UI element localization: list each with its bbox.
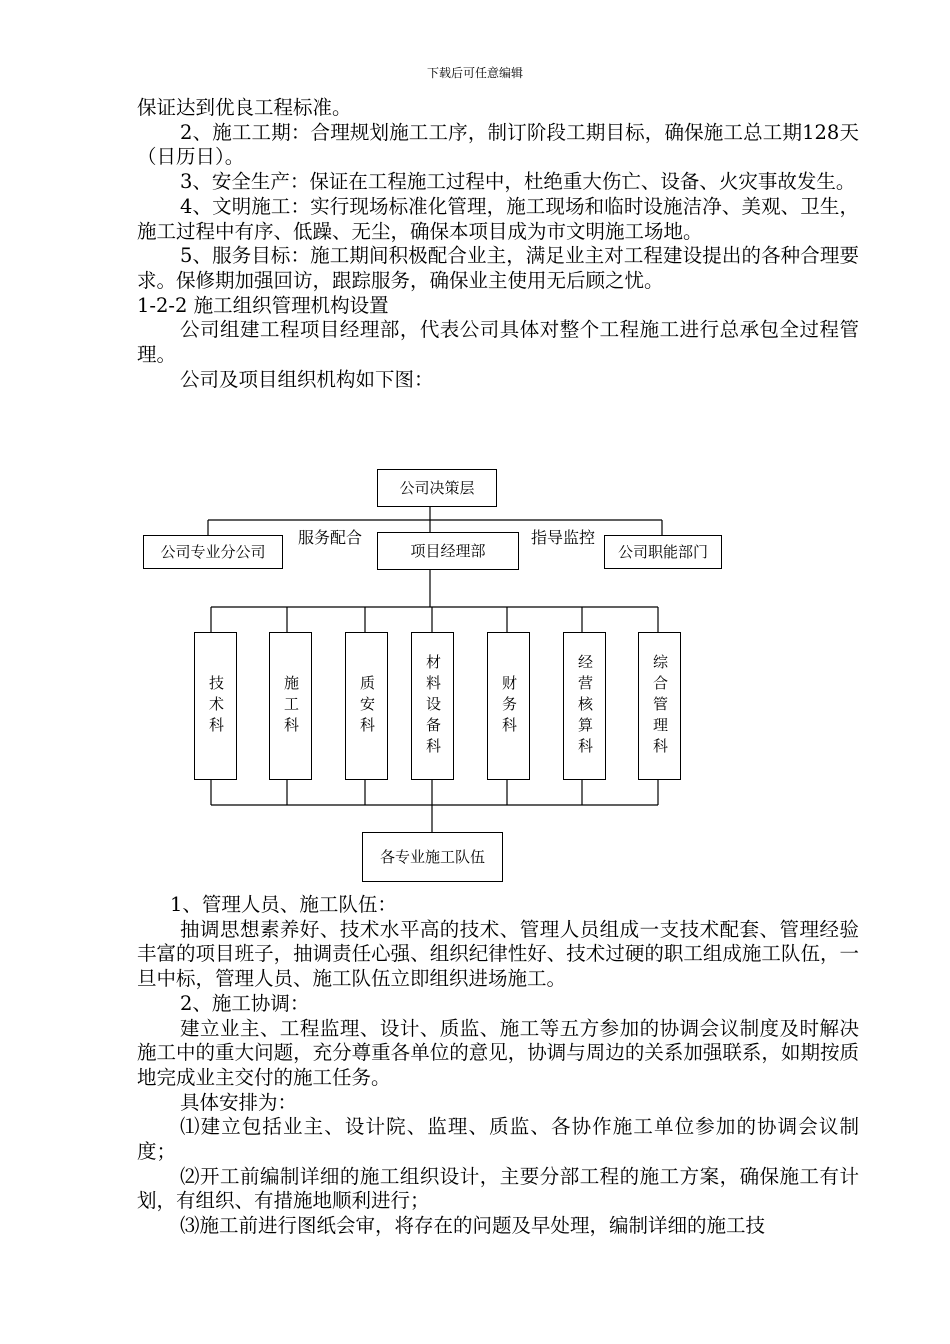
paragraph: ⑴建立包括业主、设计院、监理、质监、各协作施工单位参加的协调会议制度； (137, 1115, 859, 1164)
paragraph: ⑶施工前进行图纸会审，将存在的问题及早处理，编制详细的施工技 (180, 1214, 766, 1238)
bottom-text-block (137, 893, 859, 1239)
org-dept-node: 施工科 (269, 632, 312, 780)
org-link-label-left: 服务配合 (298, 528, 363, 547)
paragraph: 建立业主、工程监理、设计、质监、施工等五方参加的协调会议制度及时解决施工中的重大问题，充分尊重各单位的意见，协调与周边的关系加强联系，如期按质地完成业主交付的施工任务。 (137, 1016, 859, 1089)
paragraph: 1、管理人员、施工队伍： (170, 893, 397, 916)
org-dept-node: 综合管理科 (638, 632, 681, 780)
org-node-center: 项目经理部 (377, 532, 519, 570)
org-dept-node: 财务科 (487, 632, 530, 780)
org-dept-node: 经营核算科 (563, 632, 606, 780)
page-header: 下载后可任意编辑 (426, 66, 523, 80)
org-dept-node: 技术科 (194, 632, 237, 780)
org-node-bottom: 各专业施工队伍 (362, 832, 503, 882)
paragraph: 5、服务目标：施工期间积极配合业主，满足业主对工程建设提出的各种合理要求。保修期加强回访，跟踪服务，确保业主使用无后顾之忧。 (137, 244, 859, 292)
org-link-label-right: 指导监控 (531, 528, 596, 547)
paragraph: 保证达到优良工程标准。 (137, 96, 352, 119)
paragraph: ⑵开工前编制详细的施工组织设计，主要分部工程的施工方案，确保施工有计划，有组织、有措施地顺利进行； (137, 1164, 859, 1213)
org-node-top: 公司决策层 (377, 469, 497, 507)
paragraph: 抽调思想素养好、技术水平高的技术、管理人员组成一支技术配套、管理经验丰富的项目班子，抽调责任心强、组织纪律性好、技术过硬的职工组成施工队伍，一旦中标，管理人员、施工队伍立即组织进场施工。 (137, 917, 859, 991)
org-node-left: 公司专业分公司 (143, 535, 283, 569)
section-heading: 1-2-2 施工组织管理机构设置 (137, 293, 389, 317)
paragraph: 2、施工工期：合理规划施工工序，制订阶段工期目标，确保施工总工期128天（日历日）。 (137, 120, 859, 169)
paragraph: 4、文明施工：实行现场标准化管理，施工现场和临时设施洁净、美观、卫生，施工过程中有序、低躁、无尘，确保本项目成为市文明施工场地。 (137, 194, 859, 243)
paragraph: 公司组建工程项目经理部，代表公司具体对整个工程施工进行总承包全过程管理。 (137, 318, 859, 367)
org-node-right: 公司职能部门 (604, 535, 722, 569)
org-dept-node: 材料设备科 (411, 632, 454, 780)
paragraph: 2、施工协调： (180, 991, 310, 1015)
org-dept-node: 质安科 (345, 632, 388, 780)
paragraph: 具体安排为： (180, 1090, 298, 1114)
paragraph: 3、安全生产：保证在工程施工过程中，杜绝重大伤亡、设备、火灾事故发生。 (180, 170, 856, 194)
paragraph: 公司及项目组织机构如下图： (180, 367, 434, 391)
